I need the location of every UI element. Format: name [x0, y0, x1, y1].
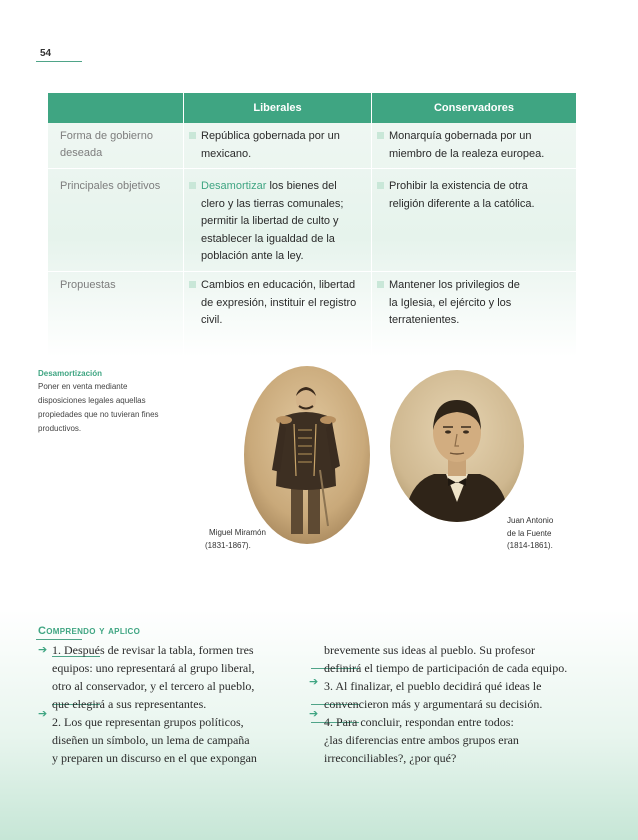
- header-conservadores: Conservadores: [433, 102, 515, 114]
- square-bullet-icon: [189, 132, 196, 139]
- arrow-right-icon: ➔: [38, 707, 48, 720]
- activity-line: 1. Después de revisar la tabla, formen tres: [52, 643, 254, 657]
- cell-conservadores-forma: Monarquía gobernada por un miembro de la realeza europea.: [377, 128, 544, 163]
- square-bullet-icon: [377, 281, 384, 288]
- header-liberales: Liberales: [253, 102, 302, 114]
- row-divider: [48, 168, 576, 169]
- row-label-principales-objetivos: Principales objetivos: [60, 180, 161, 192]
- activity-line: equipos: uno representará al grupo liberal,: [52, 661, 255, 675]
- portrait-miramon-image: [244, 366, 370, 544]
- activity-line: y preparen un discurso en el que expongan: [52, 751, 257, 765]
- cell-conservadores-propuestas: Mantener los privilegios de la Iglesia, el ejército y los terratenientes.: [377, 277, 520, 330]
- section-title: Comprendo y aplico: [38, 625, 141, 637]
- glossary-definition-line: productivos.: [38, 424, 82, 433]
- portrait-de-la-fuente-image: [390, 370, 524, 522]
- cell-liberales-forma: República gobernada por un mexicano.: [189, 128, 340, 163]
- portrait-caption-de-la-fuente: Juan Antonio de la Fuente (1814-1861).: [507, 516, 554, 550]
- glossary-definition-line: disposiciones legales aquellas: [38, 396, 146, 405]
- activity-line: 2. Los que representan grupos políticos,: [52, 715, 244, 729]
- table-header: [48, 93, 576, 123]
- row-label-propuestas: Propuestas: [60, 279, 116, 291]
- comparison-table: [48, 93, 576, 357]
- cell-liberales-propuestas: Cambios en educación, libertad de expresión, instituir el registro civil.: [189, 277, 356, 330]
- activity-line: convencieron más y argumentará su decisión.: [324, 697, 543, 711]
- column-divider: [371, 93, 372, 357]
- square-bullet-icon: [189, 281, 196, 288]
- activity-line: que elegirá a sus representantes.: [52, 697, 207, 711]
- portrait-caption-miramon: Miguel Miramón (1831-1867).: [205, 528, 266, 550]
- cell-liberales-objetivos: Desamortizar los bienes del clero y las tierras comunales; permitir la libertad de culto y establecer la igualdad de la población ante la ley.: [189, 178, 343, 266]
- cell-conservadores-objetivos: Prohibir la existencia de otra religión diferente a la católica.: [377, 178, 535, 213]
- activity-line: diseñen un símbolo, un lema de campaña: [52, 733, 250, 747]
- arrow-right-icon: ➔: [309, 675, 319, 688]
- activity-line: irreconciliables?, ¿por qué?: [324, 751, 457, 765]
- activity-line: 3. Al finalizar, el pueblo decidirá qué ideas le: [324, 679, 542, 693]
- glossary-term-link: Desamortizar: [201, 180, 267, 192]
- glossary-definition-line: Poner en venta mediante: [38, 382, 128, 391]
- activity-line: definirá el tiempo de participación de cada equipo.: [324, 661, 568, 675]
- row-divider: [48, 271, 576, 272]
- arrow-right-icon: ➔: [309, 707, 319, 720]
- square-bullet-icon: [377, 132, 384, 139]
- row-label-forma-de-gobierno: Forma de gobierno deseada: [60, 130, 153, 159]
- activity-right-column: [324, 641, 567, 767]
- column-divider: [183, 93, 184, 357]
- page-number-rule: [36, 61, 82, 62]
- activity-line: brevemente sus ideas al pueblo. Su profesor: [324, 643, 535, 657]
- activity-left-column: [52, 641, 257, 767]
- square-bullet-icon: [189, 182, 196, 189]
- activity-line: otro al conservador, y el tercero al pueblo,: [52, 679, 255, 693]
- activity-line: ¿las diferencias entre ambos grupos eran: [324, 733, 519, 747]
- arrow-right-icon: ➔: [38, 643, 48, 656]
- section-title-rule: [36, 639, 82, 640]
- glossary-definition-line: propiedades que no tuvieran fines: [38, 410, 159, 419]
- activity-line: 4. Para concluir, respondan entre todos:: [324, 715, 514, 729]
- page-number: 54: [40, 48, 52, 59]
- glossary-term: Desamortización: [38, 369, 103, 378]
- square-bullet-icon: [377, 182, 384, 189]
